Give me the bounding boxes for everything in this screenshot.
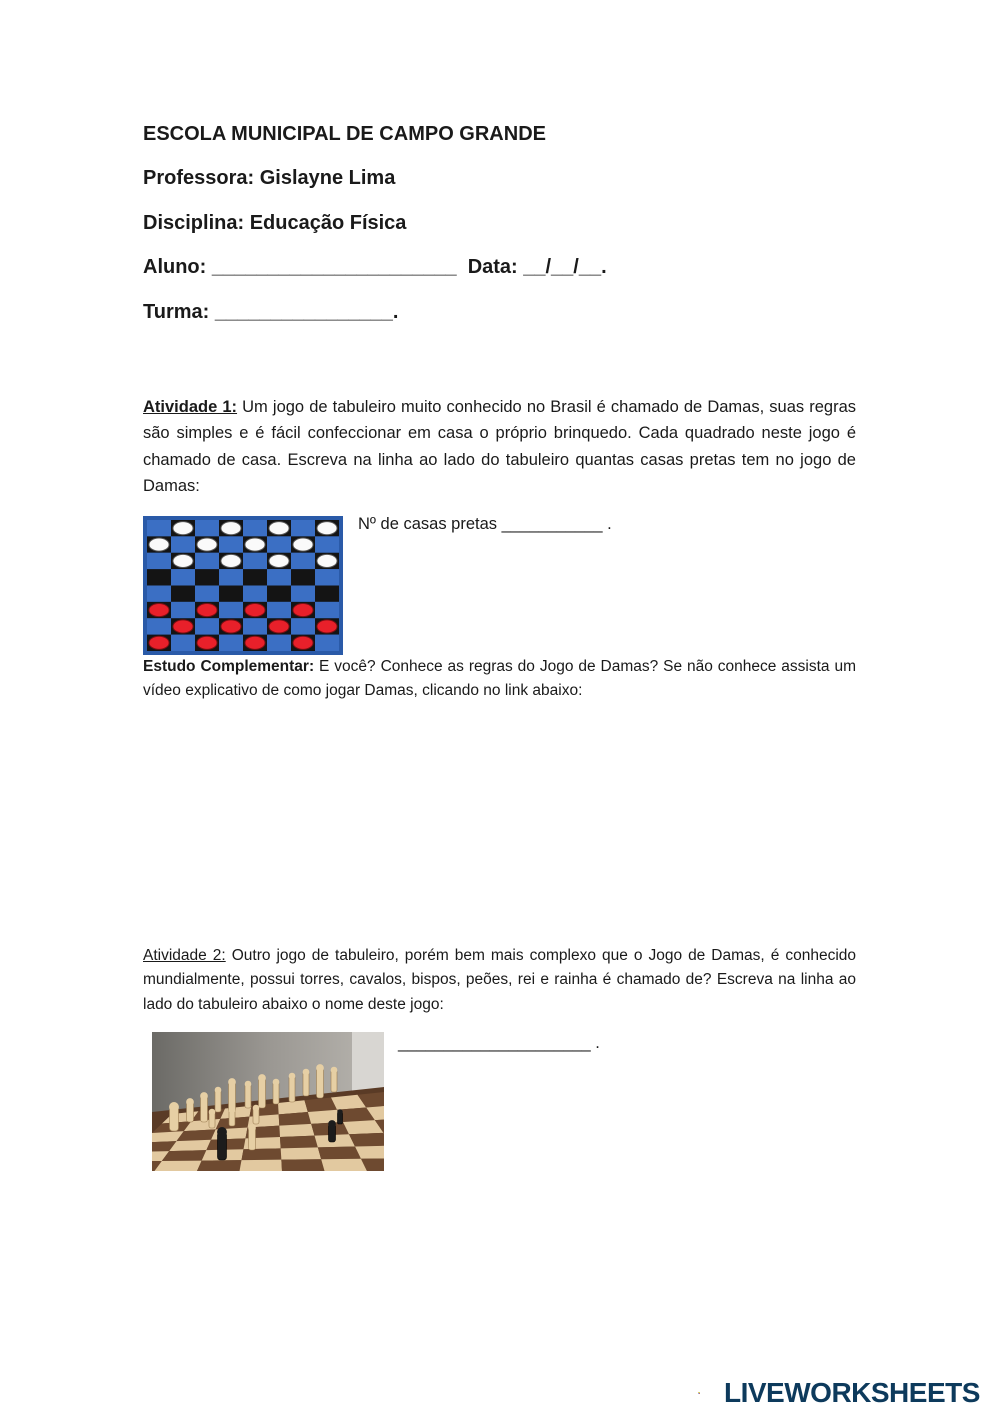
white-chess-piece	[273, 1082, 279, 1104]
chess-piece-head	[289, 1073, 296, 1080]
chess-piece-head	[273, 1079, 280, 1086]
class-line[interactable]: Turma: ________________.	[143, 301, 399, 323]
white-chess-piece	[303, 1072, 309, 1096]
board-square	[219, 536, 243, 552]
chess-square	[318, 1147, 361, 1160]
chess-piece-head	[169, 1102, 179, 1112]
white-chess-piece	[289, 1076, 295, 1102]
board-square	[315, 536, 339, 552]
board-square	[147, 553, 171, 569]
chess-square	[349, 1133, 384, 1147]
chess-piece-head	[253, 1105, 260, 1112]
white-checker-piece	[221, 522, 241, 535]
activity2-text: Outro jogo de tabuleiro, porém bem mais complexo que o Jogo de Damas, é conhecido mundialmente, possui torres, cavalos, bispos, peões, rei e rainha é chamado de? Escreva na linha ao lado do tabuleiro abaixo o nome deste jogo:	[143, 947, 857, 1013]
activity2-label: Atividade 2:	[143, 947, 226, 964]
chess-piece-head	[337, 1109, 343, 1115]
red-checker-piece	[197, 636, 217, 649]
board-square	[171, 635, 195, 651]
board-square	[171, 602, 195, 618]
chess-piece-head	[328, 1120, 336, 1128]
board-square	[243, 553, 267, 569]
board-square	[315, 569, 339, 585]
chess-square	[321, 1159, 367, 1171]
board-square	[147, 569, 171, 585]
board-square	[147, 618, 171, 634]
student-date-line[interactable]: Aluno: ______________________ Data: __/__/__.	[143, 256, 607, 278]
board-square	[171, 586, 195, 602]
board-square	[147, 586, 171, 602]
chess-square	[240, 1160, 283, 1171]
chess-square	[242, 1148, 282, 1160]
board-square	[219, 569, 243, 585]
white-checker-piece	[173, 554, 193, 567]
board-square	[291, 586, 315, 602]
white-chess-piece	[201, 1096, 208, 1122]
red-checker-piece	[245, 636, 265, 649]
white-checker-piece	[221, 554, 241, 567]
board-square	[291, 553, 315, 569]
board-square	[267, 635, 291, 651]
red-checker-piece	[221, 620, 241, 633]
white-checker-piece	[245, 538, 265, 551]
white-chess-piece	[317, 1068, 324, 1098]
chess-piece-head	[303, 1069, 310, 1076]
red-checker-piece	[149, 636, 169, 649]
white-checker-piece	[269, 554, 289, 567]
red-checker-piece	[317, 620, 337, 633]
white-checker-piece	[317, 554, 337, 567]
white-chess-piece	[331, 1070, 337, 1092]
board-square	[267, 536, 291, 552]
red-checker-piece	[197, 604, 217, 617]
white-checker-piece	[173, 522, 193, 535]
white-checker-piece	[197, 538, 217, 551]
chess-piece-head	[248, 1124, 256, 1132]
chess-piece-head	[209, 1109, 216, 1116]
board-square	[243, 586, 267, 602]
red-checker-piece	[149, 604, 169, 617]
chess-square	[197, 1160, 242, 1171]
liveworksheets-logo-icon	[698, 1376, 722, 1410]
chess-board-image	[152, 1032, 384, 1171]
board-square	[243, 618, 267, 634]
chess-piece-head	[200, 1092, 208, 1100]
board-square	[219, 586, 243, 602]
white-chess-piece	[215, 1090, 221, 1112]
board-square	[195, 553, 219, 569]
board-square	[291, 569, 315, 585]
board-square	[291, 520, 315, 536]
chess-square	[281, 1147, 322, 1159]
board-square	[267, 569, 291, 585]
teacher-line: Professora: Gislayne Lima	[143, 167, 396, 189]
chess-piece-head	[229, 1107, 236, 1114]
chess-piece-head	[228, 1078, 236, 1086]
white-checker-piece	[149, 538, 169, 551]
board-square	[219, 635, 243, 651]
activity2-paragraph	[143, 944, 856, 1017]
board-square	[243, 569, 267, 585]
chess-square	[279, 1112, 312, 1126]
white-checker-piece	[269, 522, 289, 535]
board-square	[195, 520, 219, 536]
checkers-board-image	[143, 516, 343, 655]
liveworksheets-brand: LIVEWORKSHEETS	[724, 1377, 980, 1408]
red-checker-piece	[293, 604, 313, 617]
chess-piece-head	[258, 1074, 266, 1082]
chess-piece-head	[217, 1127, 227, 1137]
board-square	[243, 520, 267, 536]
red-checker-piece	[293, 636, 313, 649]
white-checker-piece	[293, 538, 313, 551]
school-name: ESCOLA MUNICIPAL DE CAMPO GRANDE	[143, 123, 546, 145]
activity1-answer-line[interactable]: Nº de casas pretas ___________ .	[358, 515, 612, 533]
complementary-paragraph	[143, 655, 856, 704]
chess-square	[279, 1124, 314, 1137]
board-square	[171, 569, 195, 585]
subject-line: Disciplina: Educação Física	[143, 212, 407, 234]
chess-piece-head	[245, 1081, 252, 1088]
activity1-paragraph	[143, 394, 856, 500]
complementary-label: Estudo Complementar:	[143, 658, 315, 675]
board-square	[315, 602, 339, 618]
chess-square	[280, 1136, 318, 1149]
chess-piece-head	[316, 1064, 324, 1072]
activity1-text: Um jogo de tabuleiro muito conhecido no Brasil é chamado de Damas, suas regras são simples e é fácil confeccionar em casa o próprio brinquedo. Cada quadrado neste jogo é chamado de casa. Escreva na linha ao lado do tabuleiro quantas casas pretas tem no jogo de Damas:	[143, 398, 856, 496]
complementary-text: E você? Conhece as regras do Jogo de Damas? Se não conhece assista um vídeo explicativo de como jogar Damas, clicando no link abaixo:	[143, 658, 856, 700]
board-square	[315, 635, 339, 651]
activity1-label: Atividade 1:	[143, 398, 238, 416]
chess-square	[281, 1159, 324, 1171]
white-chess-piece	[259, 1078, 266, 1108]
board-square	[267, 586, 291, 602]
chess-piece-head	[186, 1098, 194, 1106]
board-square	[267, 602, 291, 618]
white-chess-piece	[245, 1084, 251, 1108]
red-checker-piece	[269, 620, 289, 633]
chess-square	[155, 1161, 202, 1171]
board-square	[195, 586, 219, 602]
board-square	[195, 569, 219, 585]
white-checker-piece	[317, 522, 337, 535]
board-square	[291, 618, 315, 634]
board-square	[219, 602, 243, 618]
activity2-answer-line[interactable]: _____________________ .	[398, 1034, 600, 1052]
chess-piece-head	[215, 1087, 222, 1094]
chess-piece-head	[331, 1067, 338, 1074]
chess-square	[211, 1128, 248, 1140]
board-square	[315, 586, 339, 602]
red-checker-piece	[245, 604, 265, 617]
board-square	[147, 520, 171, 536]
red-checker-piece	[173, 620, 193, 633]
board-square	[171, 536, 195, 552]
board-square	[195, 618, 219, 634]
